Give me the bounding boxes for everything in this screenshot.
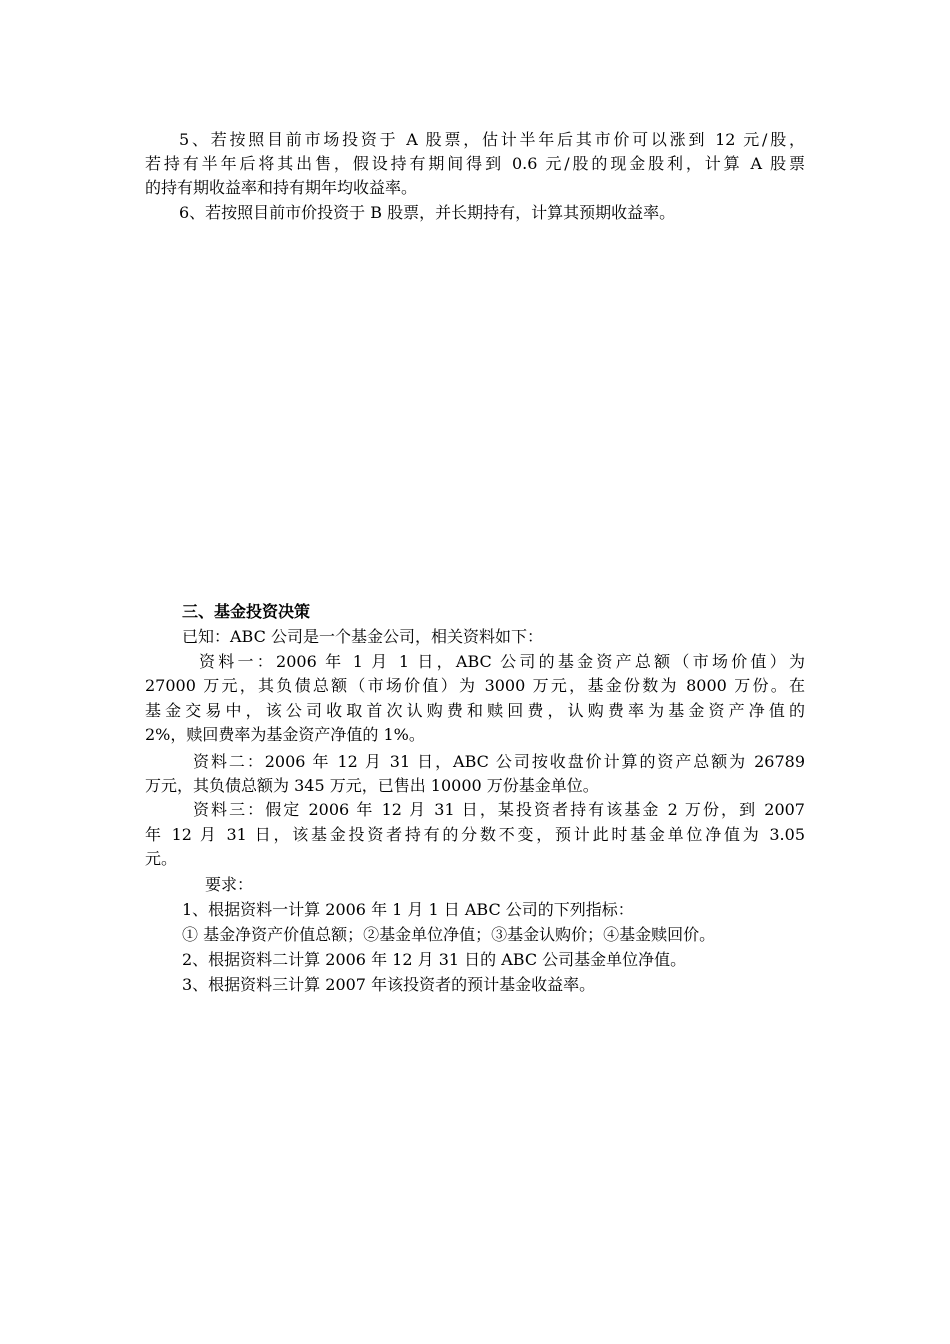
material-3-line-2: 年 12 月 31 日，该基金投资者持有的分数不变，预计此时基金单位净值为 3.05 — [145, 825, 805, 844]
requirement-3: 3、根据资料三计算 2007 年该投资者的预计基金收益率。 — [182, 975, 596, 994]
requirement-2: 2、根据资料二计算 2006 年 12 月 31 日的 ABC 公司基金单位净值。 — [182, 950, 687, 969]
requirement-1: 1、根据资料一计算 2006 年 1 月 1 日 ABC 公司的下列指标： — [182, 900, 634, 919]
material-2-line-1: 资料二：2006 年 12 月 31 日，ABC 公司按收盘价计算的资产总额为 26789 — [193, 752, 805, 771]
material-1-line-3: 基金交易中，该公司收取首次认购费和赎回费，认购费率为基金资产净值的 — [145, 701, 805, 720]
requirements-title: 要求： — [205, 875, 254, 894]
question-5-line-1: 5、若按照目前市场投资于 A 股票，估计半年后其市价可以涨到 12 元/股， — [179, 130, 805, 149]
requirement-1-items: ① 基金净资产价值总额；②基金单位净值；③基金认购价；④基金赎回价。 — [182, 925, 716, 944]
material-1-line-2: 27000 万元，其负债总额（市场价值）为 3000 万元，基金份数为 8000 万份。在 — [145, 676, 805, 695]
section-heading: 三、基金投资决策 — [182, 602, 311, 621]
material-1-line-1: 资料一：2006 年 1 月 1 日，ABC 公司的基金资产总额（市场价值）为 — [199, 652, 805, 671]
question-5-line-2: 若持有半年后将其出售，假设持有期间得到 0.6 元/股的现金股利，计算 A 股票 — [145, 154, 805, 173]
material-3-line-1: 资料三：假定 2006 年 12 月 31 日，某投资者持有该基金 2 万份，到 2007 — [193, 800, 805, 819]
material-3-line-3: 元。 — [145, 849, 178, 868]
question-5-line-3: 的持有期收益率和持有期年均收益率。 — [145, 178, 418, 197]
question-6-line-1: 6、若按照目前市价投资于 B 股票，并长期持有，计算其预期收益率。 — [179, 203, 676, 222]
material-1-line-4: 2%，赎回费率为基金资产净值的 1%。 — [145, 725, 425, 744]
material-2-line-2: 万元，其负债总额为 345 万元，已售出 10000 万份基金单位。 — [145, 776, 599, 795]
intro-text: 已知：ABC 公司是一个基金公司，相关资料如下： — [182, 627, 543, 646]
